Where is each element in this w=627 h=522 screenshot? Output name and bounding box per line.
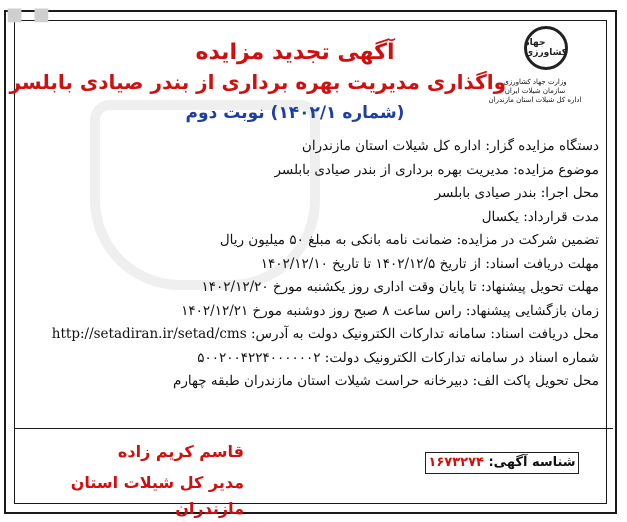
location-line: محل اجرا: بندر صیادی بابلسر bbox=[434, 185, 599, 201]
document-period-line: مهلت دریافت اسناد: از تاریخ ۱۴۰۲/۱۲/۵ تا تاریخ ۱۴۰۲/۱۲/۱۰ bbox=[260, 255, 599, 272]
document-source-label: محل دریافت اسناد: سامانه تدارکات الکترونیک دولت به آدرس: bbox=[250, 326, 599, 342]
document-source-line bbox=[51, 323, 599, 347]
footer-divider bbox=[14, 428, 613, 429]
subject-line: موضوع مزایده: مدیریت بهره برداری از بندر صیادی بابلسر bbox=[274, 161, 599, 178]
signer-name: قاسم کریم زاده bbox=[117, 442, 244, 461]
notice-subtitle: واگذاری مدیریت بهره برداری از بندر صیادی بابلسر bbox=[9, 70, 506, 94]
opening-time-line: زمان بازگشایی پیشنهاد: راس ساعت ۸ صبح روز دوشنبه مورخ ۱۴۰۲/۱۲/۲۱ bbox=[181, 302, 599, 319]
notice-body bbox=[51, 135, 599, 394]
setad-url-link[interactable]: http://setadiran.ir/setad/cms bbox=[51, 326, 247, 342]
envelope-delivery-line: محل تحویل پاکت الف: دبیرخانه حراست شیلات استان مازندران طبقه چهارم bbox=[173, 373, 599, 389]
ministry-logo bbox=[524, 26, 568, 70]
ad-id-value: ۱۶۷۳۲۷۴ bbox=[428, 455, 484, 470]
guarantee-line: تضمین شرکت در مزایده: ضمانت نامه بانکی به مبلغ ۵۰ میلیون ریال bbox=[219, 232, 599, 248]
signature-block bbox=[14, 440, 244, 522]
ad-id-label: شناسه آگهی: bbox=[488, 455, 576, 470]
organizer-line: دستگاه مزایده گزار: اداره کل شیلات استان مازندران bbox=[301, 138, 599, 154]
org-line: وزارت جهاد کشاورزی bbox=[503, 78, 567, 86]
duration-line: مدت قرارداد: یکسال bbox=[481, 208, 599, 225]
submission-deadline-line: مهلت تحویل پیشنهاد: تا پایان وقت اداری روز یکشنبه مورخ ۱۴۰۲/۱۲/۲۰ bbox=[201, 279, 599, 295]
org-line: اداره کل شیلات استان مازندران bbox=[488, 96, 582, 104]
signer-title: مدیر کل شیلات استان مازندران bbox=[70, 473, 244, 518]
document-number-line: شماره اسناد در سامانه تدارکات الکترونیک دولت: ۵۰۰۲۰۰۴۲۲۴۰۰۰۰۰۰۲ bbox=[197, 349, 599, 366]
corner-ornament: ■ ■ bbox=[6, 4, 52, 25]
logo-text: جهاد کشاورزی bbox=[525, 38, 567, 58]
notice-number: (شماره ۱۴۰۲/۱) نوبت دوم bbox=[185, 103, 405, 123]
org-line: سازمان شیلات ایران bbox=[504, 87, 566, 95]
ad-id-box bbox=[425, 452, 579, 474]
notice-title: آگهی تجدید مزایده bbox=[195, 40, 395, 65]
